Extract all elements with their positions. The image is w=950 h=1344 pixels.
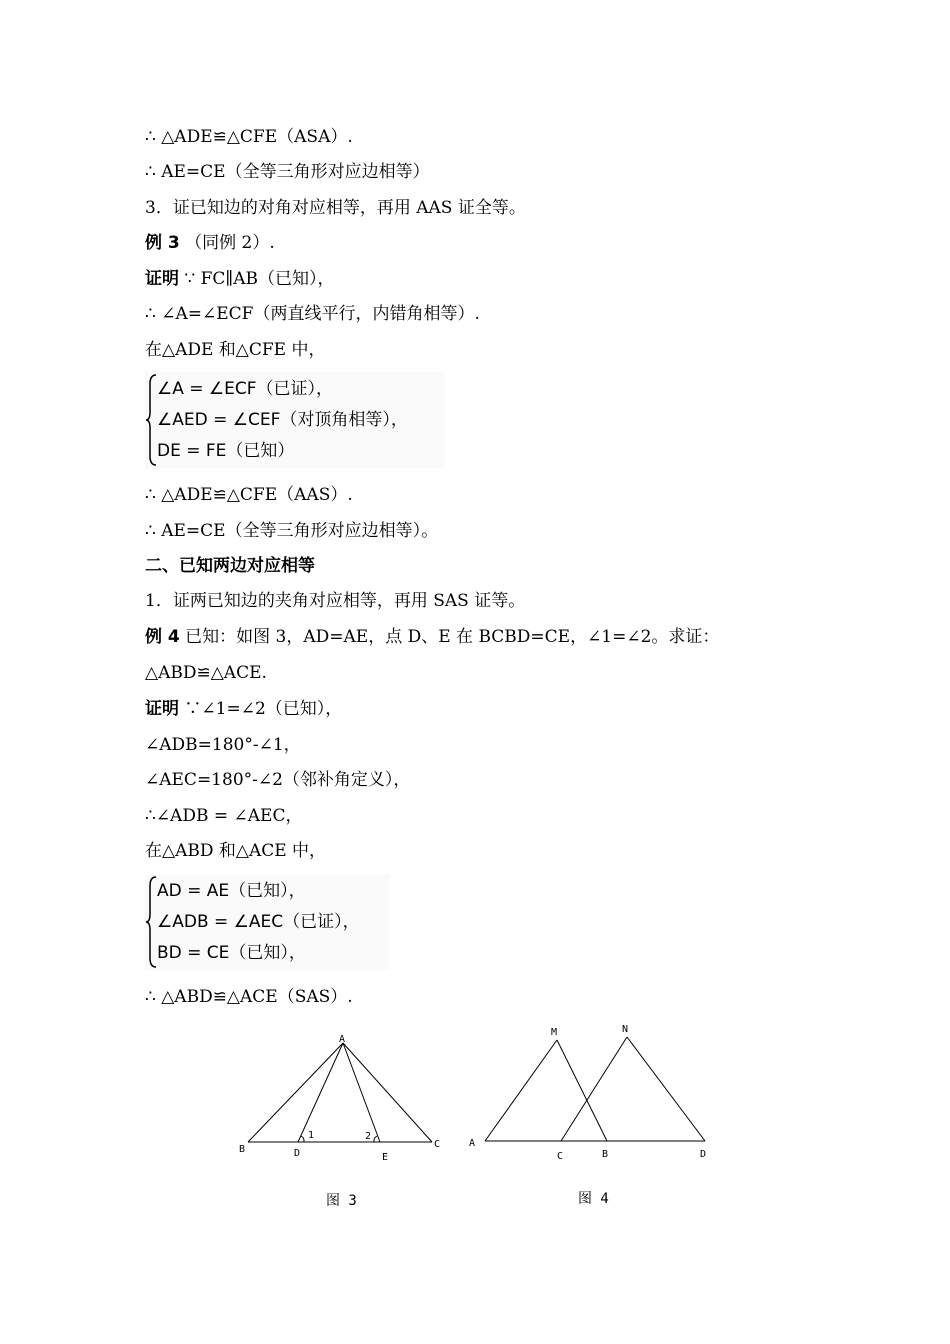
angle-label: 2 bbox=[365, 1131, 372, 1142]
text-line bbox=[145, 698, 342, 720]
text-line bbox=[145, 232, 275, 254]
text-line: ∠ADB=180°-∠1， bbox=[145, 735, 301, 755]
point-label: B bbox=[239, 1144, 246, 1155]
example-text: （同例 2）. bbox=[185, 233, 275, 253]
point-label: D bbox=[294, 1148, 301, 1159]
example-text: 已知：如图 3，AD=AE，点 D、E 在 BCBD=CE，∠1=∠2。求证： bbox=[185, 627, 720, 647]
text-line: 在△ABD 和△ACE 中， bbox=[145, 841, 327, 861]
equation-row: DE = FE（已知） bbox=[157, 441, 295, 461]
point-label: N bbox=[622, 1024, 629, 1035]
equation-row: BD = CE（已知）， bbox=[157, 943, 306, 963]
text-line: ∴ AE=CE（全等三角形对应边相等）。 bbox=[145, 521, 439, 541]
segment-ae bbox=[343, 1043, 380, 1142]
section-heading: 二、已知两边对应相等 bbox=[145, 556, 315, 576]
proof-text: ∵∠1=∠2（已知）， bbox=[184, 699, 343, 719]
segment-nd bbox=[627, 1037, 705, 1141]
proof-label: 证明 bbox=[145, 699, 179, 719]
text-line bbox=[145, 268, 335, 290]
text-line: ∴ △ADE≌△CFE（ASA）. bbox=[145, 127, 353, 147]
figure-3 bbox=[230, 1030, 450, 1170]
point-label: D bbox=[700, 1149, 707, 1160]
figure-caption: 图 4 bbox=[578, 1191, 609, 1207]
equation-row: ∠A = ∠ECF（已证）， bbox=[157, 379, 334, 399]
example-label: 例 3 bbox=[145, 233, 180, 253]
figure-4 bbox=[462, 1018, 727, 1168]
segment-mb bbox=[557, 1040, 607, 1141]
equation-system bbox=[145, 372, 445, 468]
point-label: C bbox=[434, 1139, 441, 1150]
segment-ab bbox=[248, 1043, 343, 1142]
text-line: 3．证已知边的对角对应相等，再用 AAS 证全等。 bbox=[145, 198, 526, 218]
text-line: △ABD≌△ACE. bbox=[145, 663, 267, 683]
proof-label: 证明 bbox=[145, 269, 179, 289]
angle-1-arc bbox=[301, 1136, 304, 1142]
equation-row: ∠AED = ∠CEF（对顶角相等）， bbox=[157, 410, 408, 430]
point-label: E bbox=[382, 1152, 389, 1163]
text-line: ∴ △ABD≌△ACE（SAS）. bbox=[145, 987, 353, 1007]
text-line: ∴ △ADE≌△CFE（AAS）. bbox=[145, 485, 353, 505]
text-line: ∠AEC=180°-∠2（邻补角定义）， bbox=[145, 770, 411, 790]
text-line bbox=[145, 626, 719, 648]
text-line: 1．证两已知边的夹角对应相等，再用 SAS 证等。 bbox=[145, 591, 526, 611]
text-line: 在△ADE 和△CFE 中， bbox=[145, 340, 326, 360]
text-line: ∴∠ADB = ∠AEC， bbox=[145, 806, 303, 826]
figure-caption: 图 3 bbox=[326, 1193, 357, 1209]
segment-ma bbox=[485, 1040, 557, 1141]
proof-text: ∵ FC∥AB（已知）， bbox=[184, 269, 335, 289]
equation-row: AD = AE（已知）， bbox=[157, 881, 306, 901]
point-label: A bbox=[339, 1034, 346, 1045]
example-label: 例 4 bbox=[145, 627, 180, 647]
segment-ad bbox=[298, 1043, 343, 1142]
point-label: A bbox=[469, 1138, 476, 1149]
point-label: C bbox=[557, 1151, 564, 1162]
point-label: B bbox=[602, 1149, 609, 1160]
angle-2-arc bbox=[374, 1136, 377, 1142]
equation-system bbox=[145, 874, 390, 970]
segment-nc bbox=[561, 1037, 627, 1141]
equation-row: ∠ADB = ∠AEC（已证）， bbox=[157, 912, 360, 932]
angle-label: 1 bbox=[308, 1130, 315, 1141]
text-line: ∴ AE=CE（全等三角形对应边相等） bbox=[145, 162, 430, 182]
text-line: ∴ ∠A=∠ECF（两直线平行，内错角相等）. bbox=[145, 304, 480, 324]
point-label: M bbox=[551, 1027, 558, 1038]
segment-ac bbox=[343, 1043, 432, 1142]
